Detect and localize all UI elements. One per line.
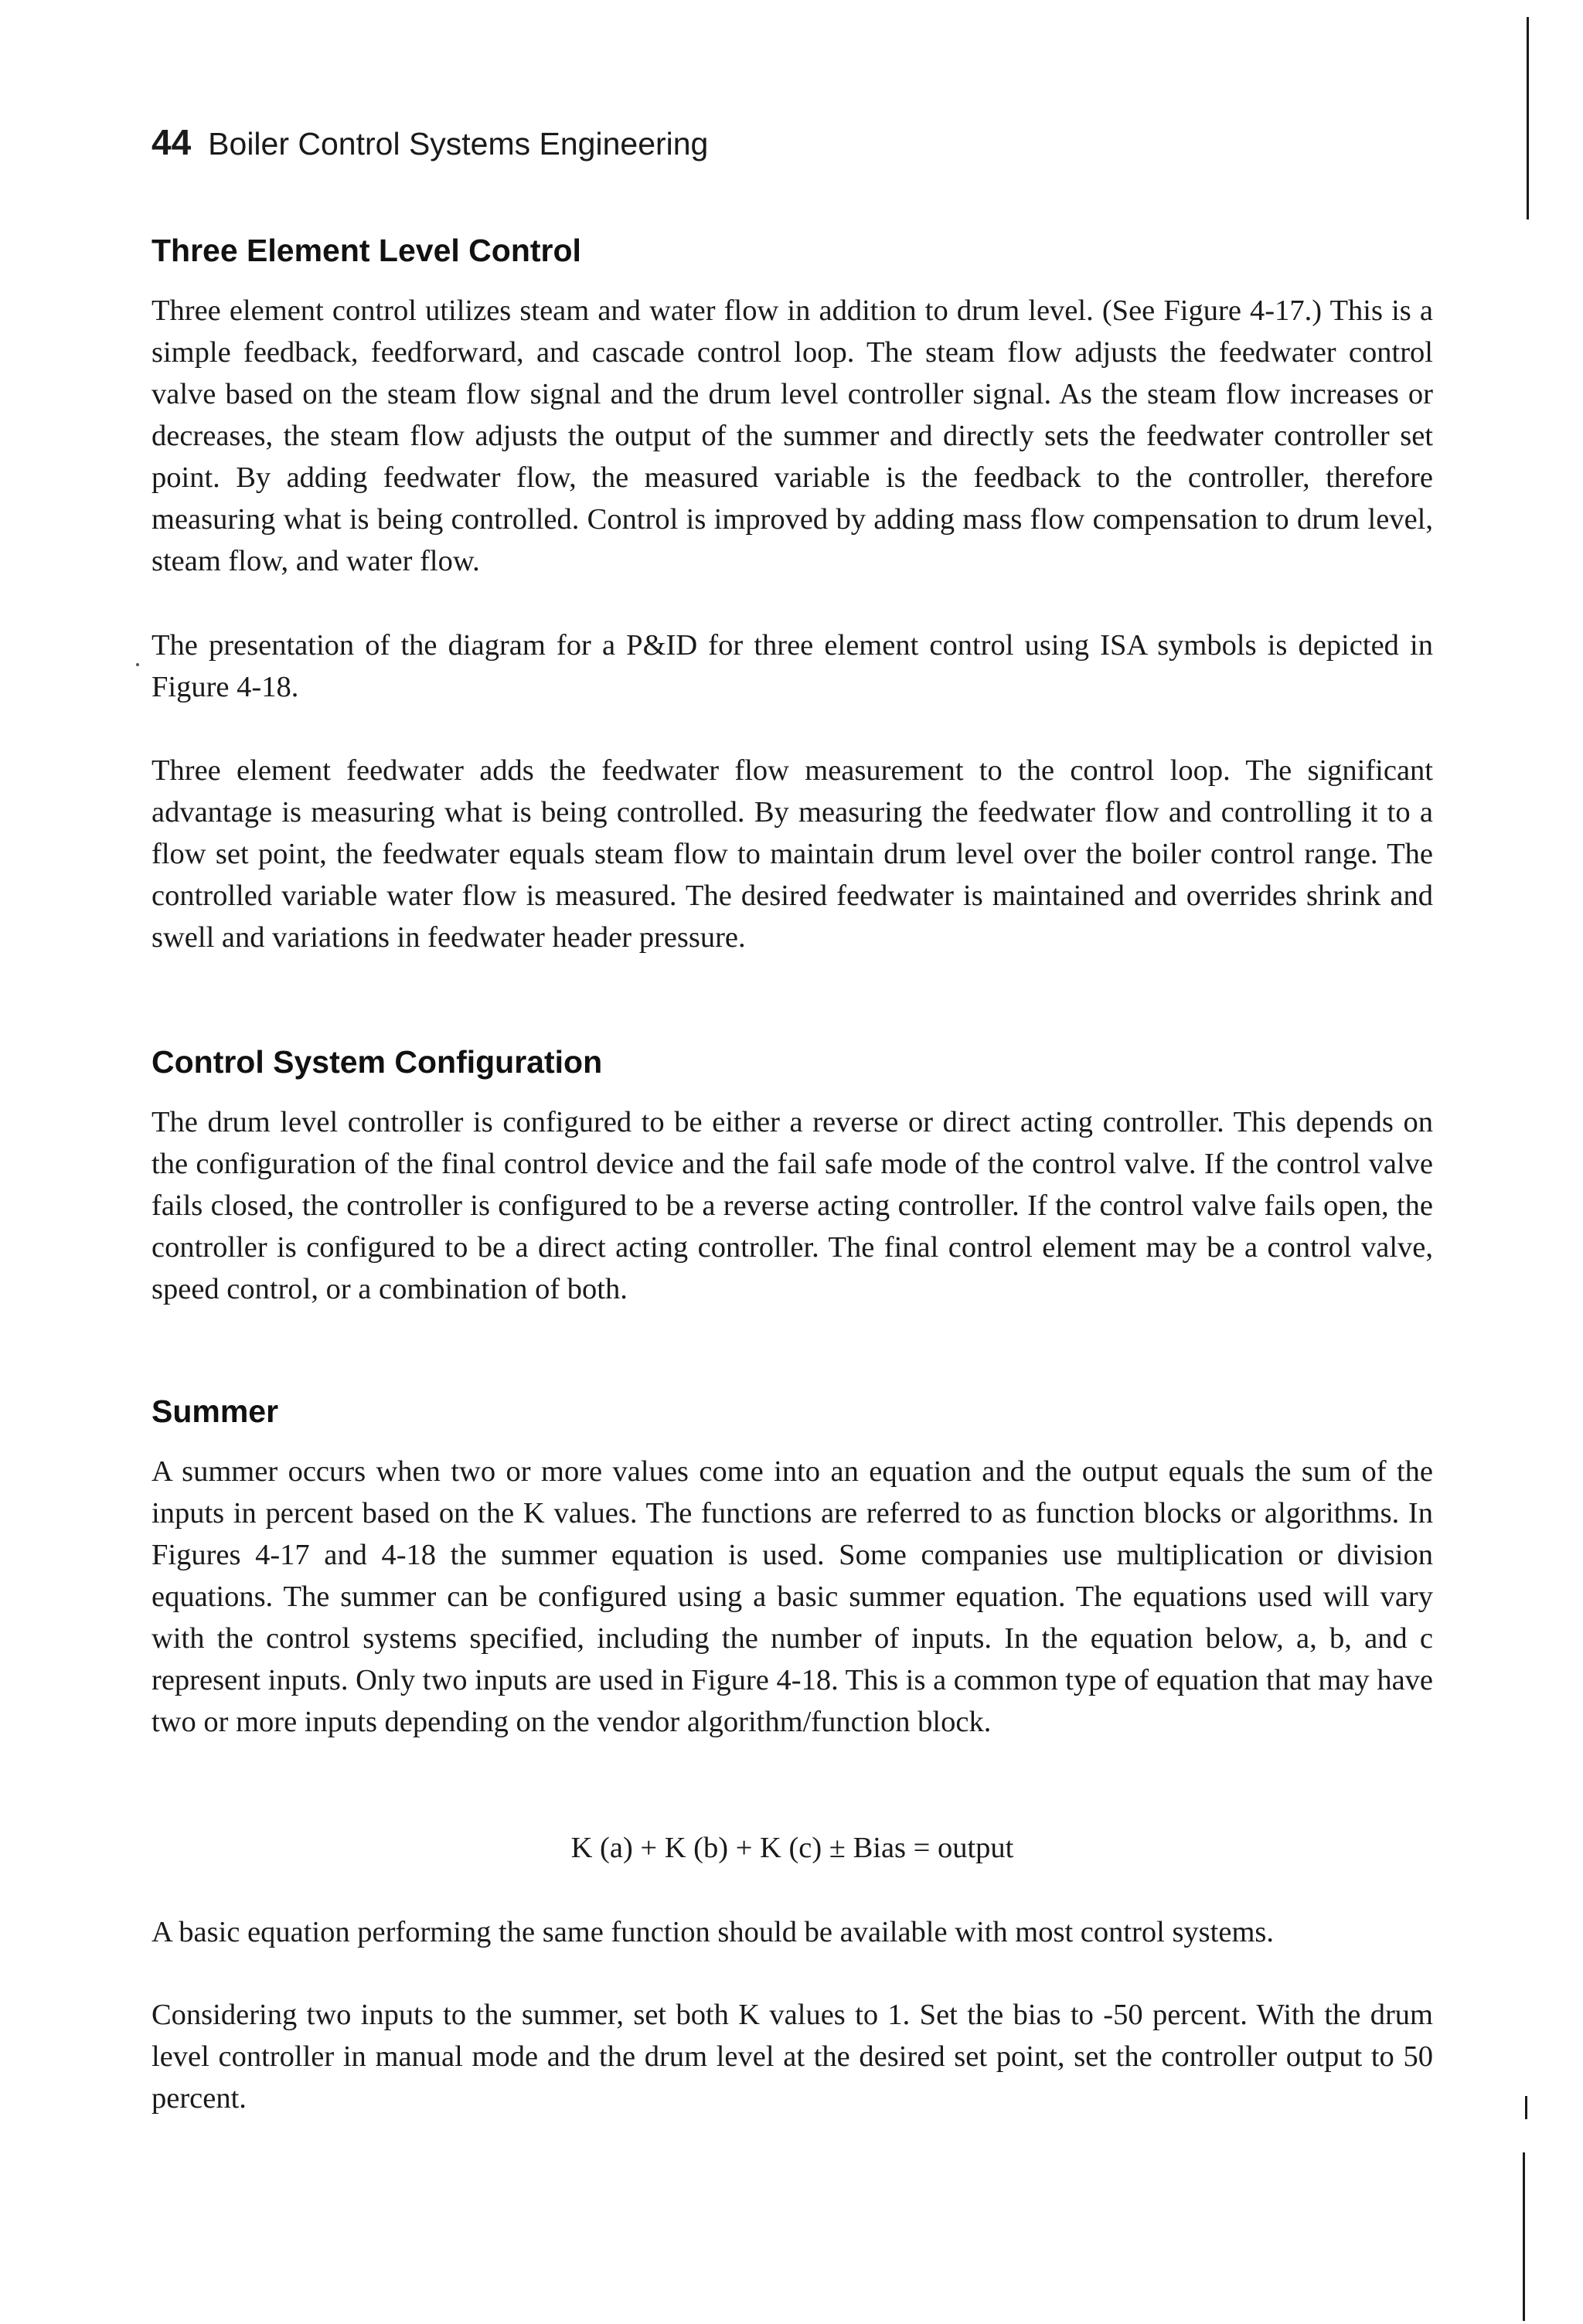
paragraph-summer-3: Considering two inputs to the summer, set both K values to 1. Set the bias to -50 percent. With the drum level controller in manual mode and the drum level at the desired set point, set the controller output to 50 percent. [151,1999,1433,2115]
paragraph-three-element-1: Three element control utilizes steam and water flow in addition to drum level. (See Figure 4-17.) This is a simple feedback, feedforward, and cascade control loop. The steam flow adjusts the feedwater control valve based on the steam flow signal and the drum level controller signal. As the steam flow increases or decreases, the steam flow adjusts the output of the summer and directly sets the feedwater controller set point. By adding feedwater flow, the measured variable is the feedback to the controller, therefore measuring what is being controlled. Control is improved by adding mass flow compensation to drum level, steam flow, and water flow. [151,294,1433,577]
heading-control-system-configuration: Control System Configuration [151,1044,603,1080]
paragraph-summer-2: A basic equation performing the same function should be available with most control systems. [151,1916,1275,1948]
scan-edge-rule-bottom [1523,2152,1525,2321]
heading-summer: Summer [151,1393,279,1429]
scan-speck [136,663,139,666]
summer-equation: K (a) + K (b) + K (c) ± Bias = output [570,1832,1014,1864]
paragraph-control-config-1: The drum level controller is configured to be either a reverse or direct acting controller. This depends on the configuration of the final control device and the fail safe mode of the control valve. If the control valve fails closed, the controller is configured to be a reverse acting controller. If the control valve fails open, the controller is configured to be a direct acting controller. The final control element may be a control valve, speed control, or a combination of both. [151,1106,1433,1305]
scan-edge-rule-top [1527,17,1529,219]
scan-edge-tick [1525,2096,1527,2119]
paragraph-three-element-2: The presentation of the diagram for a P&ID for three element control using ISA symbols is depicted in Figure 4-18. [151,629,1433,703]
running-title: Boiler Control Systems Engineering [208,126,709,162]
paragraph-three-element-3: Three element feedwater adds the feedwater flow measurement to the control loop. The significant advantage is measuring what is being controlled. By measuring the feedwater flow and controlling it to a flow set point, the feedwater equals steam flow to maintain drum level over the boiler control range. The controlled variable water flow is measured. The desired feedwater is maintained and overrides shrink and swell and variations in feedwater header pressure. [151,754,1433,954]
heading-three-element-level-control: Three Element Level Control [151,233,581,268]
page-number: 44 [151,122,192,162]
paragraph-summer-1: A summer occurs when two or more values come into an equation and the output equals the sum of the inputs in percent based on the K values. The functions are referred to as function blocks or algorithms. In Figures 4-17 and 4-18 the summer equation is used. Some companies use multiplication or division equations. The summer can be configured using a basic summer equation. The equations used will vary with the control systems specified, including the number of inputs. In the equation below, a, b, and c represent inputs. Only two inputs are used in Figure 4-18. This is a common type of equation that may have two or more inputs depending on the vendor algorithm/function block. [151,1455,1433,1738]
running-header [151,122,708,164]
